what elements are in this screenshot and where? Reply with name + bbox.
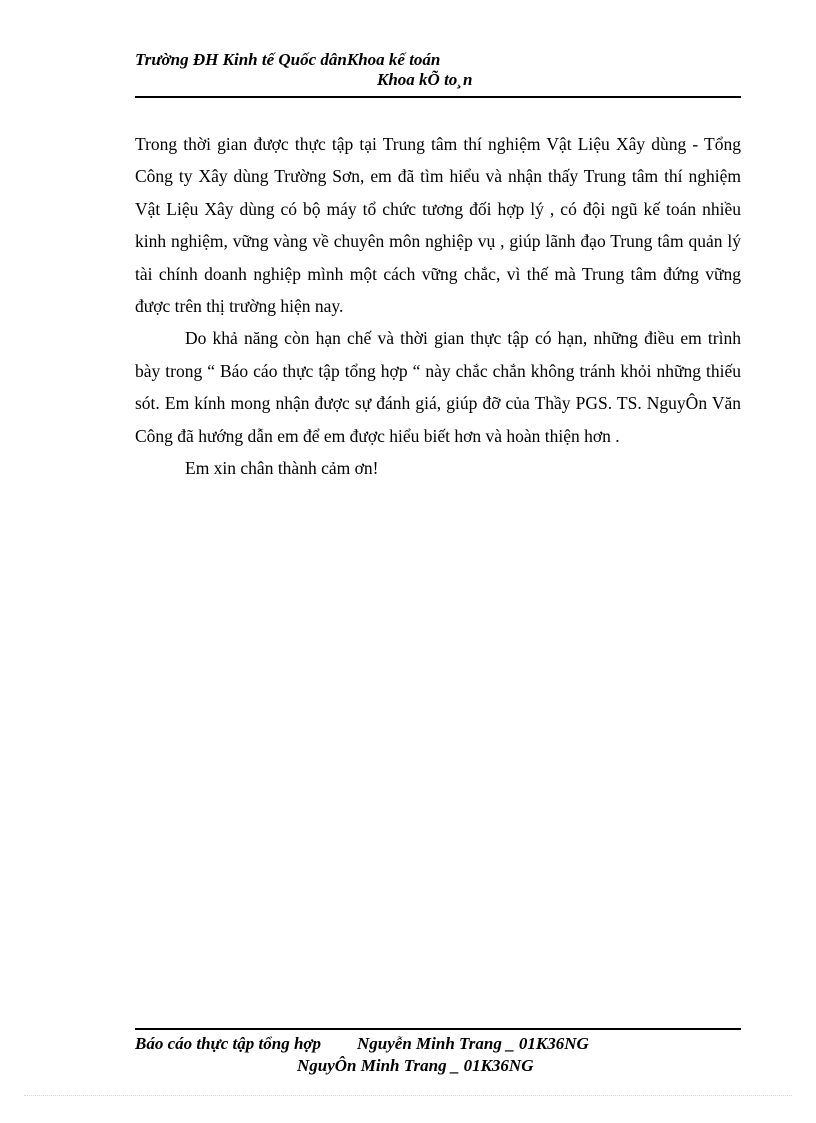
header-university-faculty: Trường ĐH Kinh tế Quốc dânKhoa kế toán bbox=[135, 50, 441, 69]
paragraph-acknowledgement: Do khả năng còn hạn chế và thời gian thực tập có hạn, những điều em trình bày trong “ Báo cáo thực tập tổng hợp “ này chắc chắn không tránh khỏi những thiếu sót. Em kính mong nhận được sự đánh giá, giúp đỡ của Thầy PGS. TS. NguyÔn Văn Công đã hướng dẫn em để em được hiểu biết hơn và hoàn thiện hơn . bbox=[135, 328, 741, 446]
document-body bbox=[135, 128, 741, 484]
header-faculty-legacy-encoding: Khoa kÕ to¸n bbox=[377, 70, 473, 89]
page-footer bbox=[135, 1028, 741, 1082]
footer-author-legacy-encoding: NguyÔn Minh Trang _ 01K36NG bbox=[297, 1056, 534, 1075]
paragraph-internship-summary: Trong thời gian được thực tập tại Trung tâm thí nghiệm Vật Liệu Xây dùng - Tổng Công ty Xây dùng Trường Sơn, em đã tìm hiểu và nhận thấy Trung tâm thí nghiệm Vật Liệu Xây dùng có bộ máy tổ chức tương đối hợp lý , có đội ngũ kế toán nhiều kinh nghiệm, vững vàng về chuyên môn nghiệp vụ , giúp lãnh đạo Trung tâm quản lý tài chính doanh nghiệp mình một cách vững chắc, vì thế mà Trung tâm đứng vững được trên thị trường hiện nay. bbox=[135, 134, 741, 317]
footer-report-title: Báo cáo thực tập tổng hợp bbox=[135, 1034, 322, 1053]
page-header bbox=[135, 48, 741, 98]
footer-author: Nguyễn Minh Trang _ 01K36NG bbox=[357, 1034, 589, 1053]
footer-line bbox=[135, 1034, 589, 1054]
paragraph-thanks: Em xin chân thành cảm ơn! bbox=[185, 458, 379, 479]
page-bottom-edge bbox=[24, 1095, 792, 1096]
